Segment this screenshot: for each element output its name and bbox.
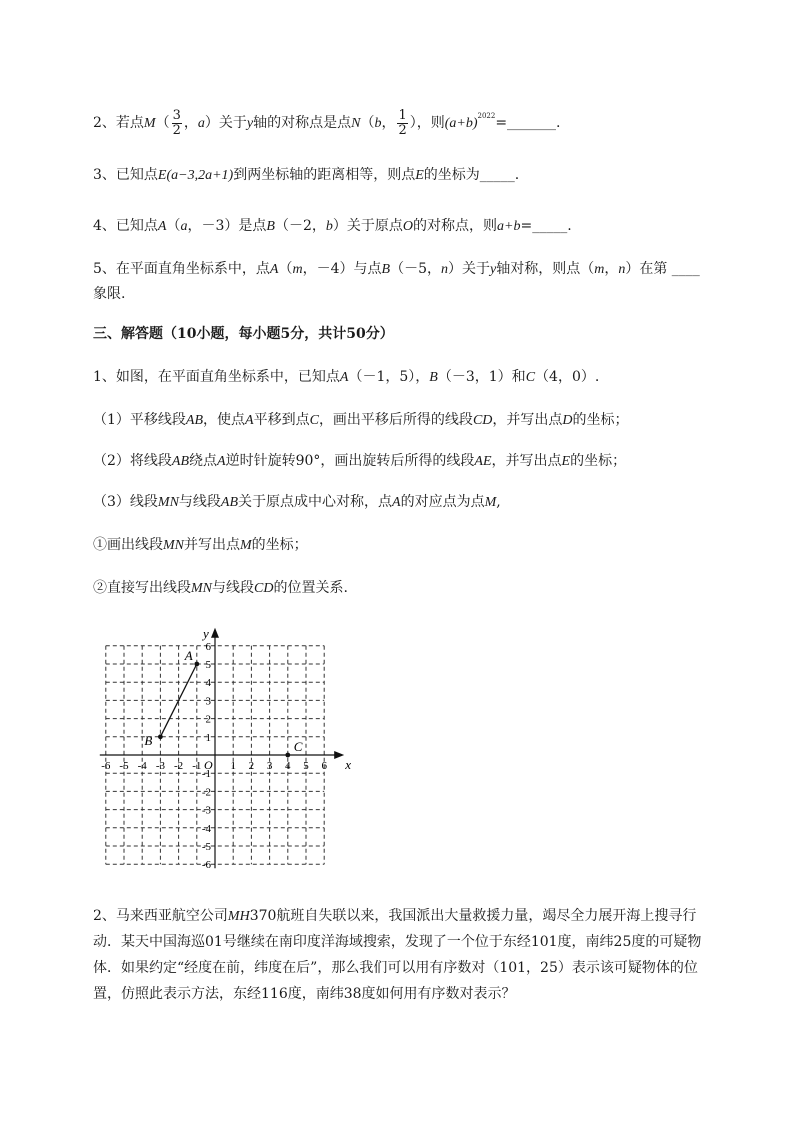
problem-2-line-2: 动．某天中国海巡01号继续在南印度洋海域搜索，发现了一个位于东经101度，南纬25度的可疑物 bbox=[93, 934, 702, 950]
q4-text-1: 4、已知点 bbox=[93, 218, 158, 234]
problem-1-part-3 bbox=[93, 492, 501, 513]
q4-text-4: （－2， bbox=[274, 218, 326, 234]
q5-text-6: 轴对称，则点（ bbox=[496, 261, 595, 277]
p1-intro-3: （－3，1）和 bbox=[437, 369, 526, 385]
q3-blank: 的坐标为_____. bbox=[423, 167, 520, 183]
q2-var-y: y bbox=[246, 116, 254, 131]
p1-s3-mn: MN bbox=[157, 495, 179, 510]
q3-var-e-2: E bbox=[415, 168, 424, 183]
point-B bbox=[158, 734, 163, 739]
p1-s3-M: M bbox=[484, 495, 497, 510]
question-5 bbox=[93, 259, 700, 280]
p1-s1-A: A bbox=[245, 413, 254, 428]
q4-var-O: O bbox=[402, 219, 414, 234]
p1-c2-a: ②直接写出线段 bbox=[93, 580, 191, 596]
q5-var-m: m bbox=[292, 262, 303, 277]
x-tick-label: -1 bbox=[192, 760, 202, 772]
q5-var-y: y bbox=[490, 262, 497, 277]
x-tick-label: -5 bbox=[119, 760, 129, 772]
y-tick-label: -2 bbox=[201, 786, 211, 799]
p1-c1-mn: MN bbox=[163, 538, 184, 553]
question-2 bbox=[93, 106, 561, 138]
x-tick-label: 3 bbox=[266, 760, 273, 772]
y-tick-label: 4 bbox=[205, 677, 211, 690]
y-axis-arrow bbox=[211, 628, 219, 638]
p1-s1-D: D bbox=[562, 413, 573, 428]
q2-frac2-den: 2 bbox=[398, 122, 407, 138]
q2-frac1-num: 3 bbox=[172, 107, 181, 123]
y-tick-label: 3 bbox=[205, 695, 211, 708]
q2-paren: （ bbox=[155, 115, 170, 131]
p1-s3-ab: AB bbox=[220, 495, 239, 510]
q5-text-4: （－5， bbox=[390, 261, 442, 277]
x-tick-label: 5 bbox=[303, 760, 309, 772]
p1-c1-c: 的坐标； bbox=[251, 537, 308, 553]
q5-var-n-2: n bbox=[618, 262, 626, 277]
problem-1-sub-2 bbox=[93, 578, 348, 599]
q2-blank: =_______. bbox=[495, 115, 561, 131]
y-tick-label: -5 bbox=[201, 841, 211, 853]
p1-c1-M: M bbox=[240, 538, 252, 553]
q2-comma-2: ， bbox=[381, 115, 396, 131]
p1-c2-c: 的位置关系. bbox=[273, 580, 348, 596]
coordinate-grid-figure bbox=[90, 618, 360, 880]
q2-number: 2、 bbox=[93, 115, 116, 131]
q5-text-2: （ bbox=[278, 261, 293, 277]
p1-s3-d: 的对应点为点 bbox=[400, 494, 485, 510]
q5-text-7: ， bbox=[604, 261, 619, 277]
q2-comma: ， bbox=[183, 115, 198, 131]
p1-s1-C: C bbox=[309, 413, 319, 428]
y-tick-label: -4 bbox=[201, 822, 211, 835]
q4-var-B: B bbox=[266, 219, 275, 234]
x-tick-label: 1 bbox=[230, 760, 236, 772]
q3-coordinate: (a−3,2a+1) bbox=[166, 168, 234, 183]
point-A bbox=[194, 662, 199, 667]
y-tick-label: 5 bbox=[205, 659, 211, 671]
q2-frac1-den: 2 bbox=[172, 122, 181, 138]
p1-s2-c: 逆时针旋转90°，画出旋转后所得的线段 bbox=[225, 453, 475, 469]
problem-2-line-1 bbox=[93, 906, 696, 927]
y-axis-label: y bbox=[203, 625, 209, 641]
p1-s1-ab: AB bbox=[185, 413, 204, 428]
q4-text-6: 的对称点，则 bbox=[413, 218, 498, 234]
x-axis-arrow bbox=[334, 751, 344, 759]
x-tick-label: -3 bbox=[155, 760, 165, 772]
p1-intro-4: （4，0）. bbox=[535, 369, 600, 385]
p1-c2-cd: CD bbox=[254, 581, 274, 596]
p1-s1-b: ，使点 bbox=[203, 412, 246, 428]
question-3 bbox=[93, 165, 519, 186]
q2-text-2: ）关于 bbox=[204, 115, 247, 131]
p2-flight-prefix: MH bbox=[227, 909, 250, 924]
p2-l1-b: 370航班自失联以来，我国派出大量救援力量，竭尽全力展开海上搜寻行 bbox=[249, 908, 697, 924]
p1-s1-d: ，画出平移后所得的线段 bbox=[318, 412, 473, 428]
p1-intro-2: （－1，5）， bbox=[348, 369, 430, 385]
q3-text-2: 到两坐标轴的距离相等，则点 bbox=[233, 167, 416, 183]
p1-var-A: A bbox=[339, 370, 349, 385]
p2-l1-a: 2、马来西亚航空公司 bbox=[93, 908, 228, 924]
y-tick-label: 2 bbox=[205, 713, 211, 726]
q2-frac2-num: 1 bbox=[398, 107, 407, 123]
q2-text-3: 轴的对称点是点 bbox=[253, 115, 352, 131]
p1-c1-b: 并写出点 bbox=[184, 537, 240, 553]
q3-text: 已知点 bbox=[115, 167, 158, 183]
problem-1-part-2 bbox=[93, 451, 626, 472]
p1-s3-e: , bbox=[496, 494, 501, 510]
q5-text-3: ，－4）与点 bbox=[302, 261, 382, 277]
q4-text-2: （ bbox=[166, 218, 181, 234]
q4-blank: =_____. bbox=[520, 218, 572, 234]
q4-var-b: b bbox=[325, 219, 333, 234]
p1-s2-a: （2）将线段 bbox=[93, 453, 172, 469]
p1-s2-e: 的坐标； bbox=[570, 453, 627, 469]
point-label-B: B bbox=[144, 732, 153, 748]
section-heading: 三、解答题（10小题，每小题5分，共计50分） bbox=[93, 326, 394, 342]
p1-s3-b: 与线段 bbox=[178, 494, 221, 510]
q4-text-3: ，－3）是点 bbox=[187, 218, 267, 234]
q4-expr: a+b bbox=[497, 219, 521, 234]
problem-2-line-4: 置，仿照此表示方法，东经116度，南纬38度如何用有序数对表示？ bbox=[93, 986, 516, 1002]
x-tick-label: 4 bbox=[285, 760, 291, 772]
q5-var-m-2: m bbox=[594, 262, 605, 277]
problem-1-intro bbox=[93, 367, 599, 388]
p1-s1-e: ，并写出点 bbox=[492, 412, 563, 428]
question-4 bbox=[93, 216, 572, 237]
q3-number: 3、 bbox=[93, 167, 116, 183]
x-tick-label: -6 bbox=[101, 760, 111, 772]
p1-s1-c: 平移到点 bbox=[253, 412, 310, 428]
p1-s1-f: 的坐标； bbox=[572, 412, 629, 428]
q2-var-m: M bbox=[143, 116, 156, 131]
p1-s1-cd: CD bbox=[472, 413, 493, 428]
q2-var-b: b bbox=[374, 116, 382, 131]
q5-blank: ）在第 ____ bbox=[625, 261, 700, 277]
q5-var-n: n bbox=[441, 262, 449, 277]
p1-var-B: B bbox=[429, 370, 438, 385]
p1-s2-A: A bbox=[217, 454, 226, 469]
q4-var-A: A bbox=[157, 219, 167, 234]
point-C bbox=[285, 753, 290, 758]
q5-text-5: ）关于 bbox=[448, 261, 491, 277]
problem-1-sub-1 bbox=[93, 535, 308, 556]
q3-var-e: E bbox=[157, 168, 167, 183]
x-axis-label: x bbox=[345, 757, 351, 772]
q4-text-5: ）关于原点 bbox=[332, 218, 403, 234]
q5-text-1: 5、在平面直角坐标系中，点 bbox=[93, 261, 270, 277]
point-label-A: A bbox=[184, 648, 193, 663]
y-tick-label: 6 bbox=[205, 640, 211, 653]
p1-s2-ae: AE bbox=[474, 454, 492, 469]
q2-text: 若点 bbox=[115, 115, 144, 131]
q2-exponent: 2022 bbox=[477, 112, 496, 120]
problem-2-line-3: 体．如果约定“经度在前，纬度在后”，那么我们可以用有序数对（101，25）表示该可疑物体的位 bbox=[93, 960, 698, 976]
x-tick-label: -2 bbox=[174, 760, 184, 772]
y-tick-label: 1 bbox=[205, 731, 211, 744]
p1-s1-a: （1）平移线段 bbox=[93, 412, 186, 428]
p1-s3-c: 关于原点成中心对称，点 bbox=[238, 494, 393, 510]
q2-expression: (a+b) bbox=[444, 116, 478, 131]
p1-c1-a: ①画出线段 bbox=[93, 537, 163, 553]
question-5-line-2: 象限. bbox=[93, 286, 126, 302]
q5-var-A: A bbox=[269, 262, 279, 277]
y-tick-label: -3 bbox=[201, 804, 211, 817]
p1-s3-a: （3）线段 bbox=[93, 494, 158, 510]
q5-var-B: B bbox=[381, 262, 391, 277]
p1-s3-A: A bbox=[392, 495, 401, 510]
q2-fraction-2 bbox=[397, 109, 407, 138]
y-tick-label: -1 bbox=[201, 768, 211, 781]
x-tick-label: 6 bbox=[321, 760, 327, 772]
q4-var-a: a bbox=[180, 219, 188, 234]
p1-s2-E: E bbox=[561, 454, 571, 469]
p1-intro-1: 1、如图，在平面直角坐标系中，已知点 bbox=[93, 369, 340, 385]
p1-s2-ab: AB bbox=[171, 454, 190, 469]
q2-text-4: （ bbox=[360, 115, 375, 131]
p1-s2-b: 绕点 bbox=[189, 453, 218, 469]
p1-var-C: C bbox=[525, 370, 536, 385]
point-label-C: C bbox=[293, 739, 303, 754]
origin-label: O bbox=[204, 758, 213, 772]
x-tick-label: -4 bbox=[137, 760, 147, 772]
p1-s2-d: ，并写出点 bbox=[491, 453, 562, 469]
q2-var-n: N bbox=[351, 116, 361, 131]
q2-var-a: a bbox=[197, 116, 205, 131]
problem-1-part-1 bbox=[93, 410, 629, 431]
p1-c2-mn: MN bbox=[191, 581, 212, 596]
q2-fraction-1 bbox=[172, 109, 182, 138]
x-tick-label: 2 bbox=[248, 760, 255, 772]
p1-c2-b: 与线段 bbox=[212, 580, 254, 596]
y-tick-label: -6 bbox=[201, 859, 211, 872]
q2-text-5: ），则 bbox=[409, 115, 445, 131]
